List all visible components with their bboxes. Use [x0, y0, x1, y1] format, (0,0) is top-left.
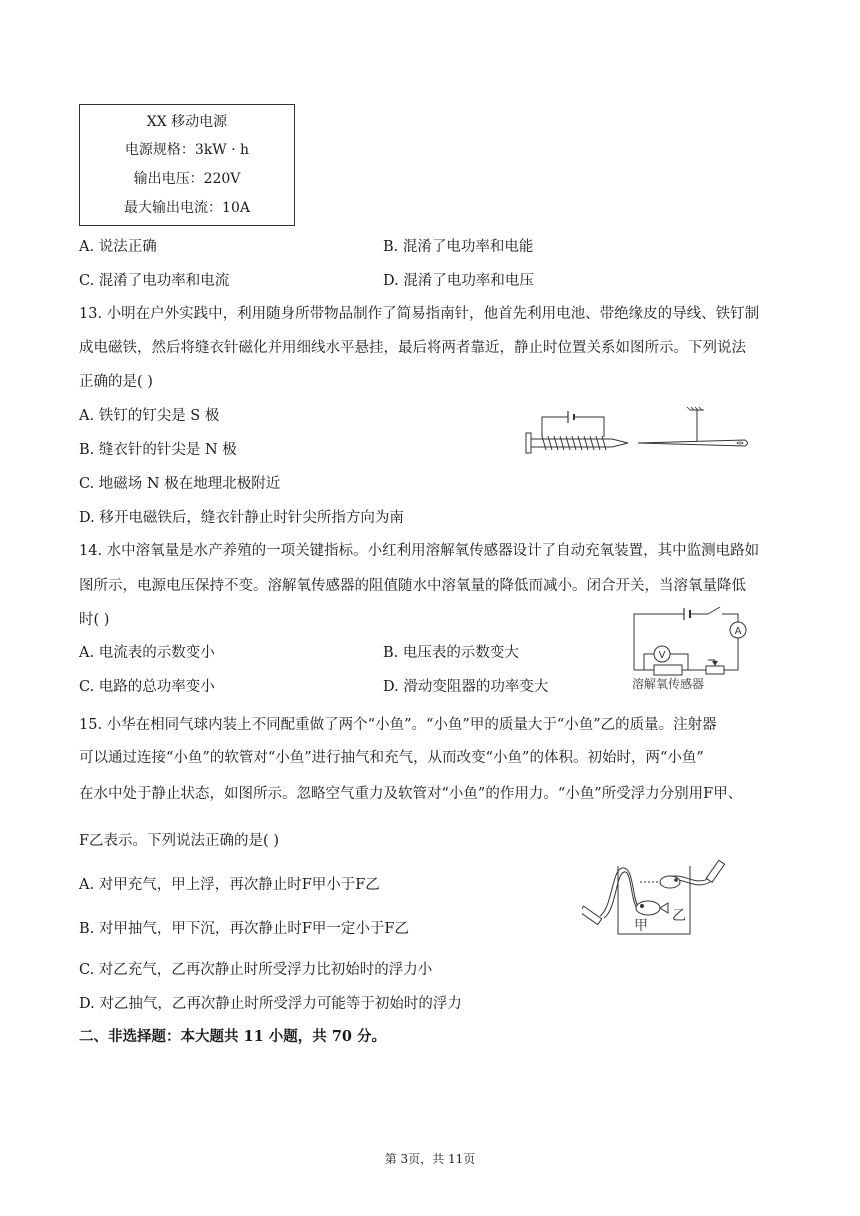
q14-voltmeter-symbol: V	[658, 650, 666, 661]
q15-fish-jia-label: 甲	[634, 918, 648, 934]
q13-line-1: 13. 小明在户外实践中，利用随身所带物品制作了简易指南针，他首先利用电池、带绝缘皮的导线、铁钉制	[79, 306, 760, 322]
q14-line-3: 时( )	[79, 612, 110, 628]
power-bank-label-box	[79, 104, 295, 226]
q13-line-3: 正确的是( )	[79, 374, 153, 390]
q13-option-d: D. 移开电磁铁后，缝衣针静止时针尖所指方向为南	[79, 510, 404, 526]
q15-option-b: B. 对甲抽气，甲下沉，再次静止时F甲一定小于F乙	[79, 921, 409, 937]
q15-fish-figure	[582, 858, 727, 940]
q14-sensor-label: 溶解氧传感器	[632, 677, 705, 691]
q15-line-2: 可以通过连接“小鱼”的软管对“小鱼”进行抽气和充气，从而改变“小鱼”的体积。初始时，两“小鱼”	[79, 750, 704, 766]
power-bank-title: XX 移动电源	[146, 114, 228, 130]
q14-circuit-figure	[628, 600, 760, 692]
power-bank-current: 最大输出电流：10A	[124, 200, 250, 216]
q14-line-2: 图所示，电源电压保持不变。溶解氧传感器的阻值随水中溶氧量的降低而减小。闭合开关，当溶氧量降低	[79, 578, 746, 594]
q12-option-c: C. 混淆了电功率和电流	[79, 273, 230, 289]
q14-option-c: C. 电路的总功率变小	[79, 679, 215, 695]
q14-option-b: B. 电压表的示数变大	[383, 645, 519, 661]
q15-option-c: C. 对乙充气，乙再次静止时所受浮力比初始时的浮力小	[79, 962, 433, 978]
page-footer: 第 3页，共 11页	[384, 1152, 476, 1166]
q15-line-3: 在水中处于静止状态，如图所示。忽略空气重力及软管对“小鱼”的作用力。“小鱼”所受浮力分别用F甲、	[79, 786, 743, 802]
q13-option-a: A. 铁钉的钉尖是 S 极	[79, 408, 220, 424]
q13-line-2: 成电磁铁，然后将缝衣针磁化并用细线水平悬挂，最后将两者靠近，静止时位置关系如图所示。下列说法	[79, 340, 746, 356]
q12-option-b: B. 混淆了电功率和电能	[383, 239, 534, 255]
q15-option-a: A. 对甲充气，甲上浮，再次静止时F甲小于F乙	[79, 877, 380, 893]
q14-option-d: D. 滑动变阻器的功率变大	[383, 679, 549, 695]
q13-electromagnet-figure	[520, 405, 760, 460]
q15-line-4: F乙表示。下列说法正确的是( )	[79, 833, 279, 849]
q13-option-c: C. 地磁场 N 极在地理北极附近	[79, 476, 281, 492]
q14-line-1: 14. 水中溶氧量是水产养殖的一项关键指标。小红利用溶解氧传感器设计了自动充氧装置，其中监测电路如	[79, 543, 760, 559]
q14-ammeter-symbol: A	[734, 626, 742, 637]
q15-line-1: 15. 小华在相同气球内装上不同配重做了两个“小鱼”。“小鱼”甲的质量大于“小鱼”乙的质量。注射器	[79, 717, 717, 733]
q15-fish-yi-label: 乙	[672, 908, 686, 924]
section-2-heading: 二、非选择题：本大题共 11 小题，共 70 分。	[79, 1028, 387, 1045]
q12-option-a: A. 说法正确	[79, 239, 157, 255]
q15-option-d: D. 对乙抽气，乙再次静止时所受浮力可能等于初始时的浮力	[79, 996, 462, 1012]
power-bank-spec: 电源规格：3kW · h	[124, 142, 250, 158]
q14-option-a: A. 电流表的示数变小	[79, 645, 215, 661]
power-bank-voltage: 输出电压：220V	[133, 171, 241, 187]
q13-option-b: B. 缝衣针的针尖是 N 极	[79, 442, 237, 458]
q12-option-d: D. 混淆了电功率和电压	[383, 273, 534, 289]
